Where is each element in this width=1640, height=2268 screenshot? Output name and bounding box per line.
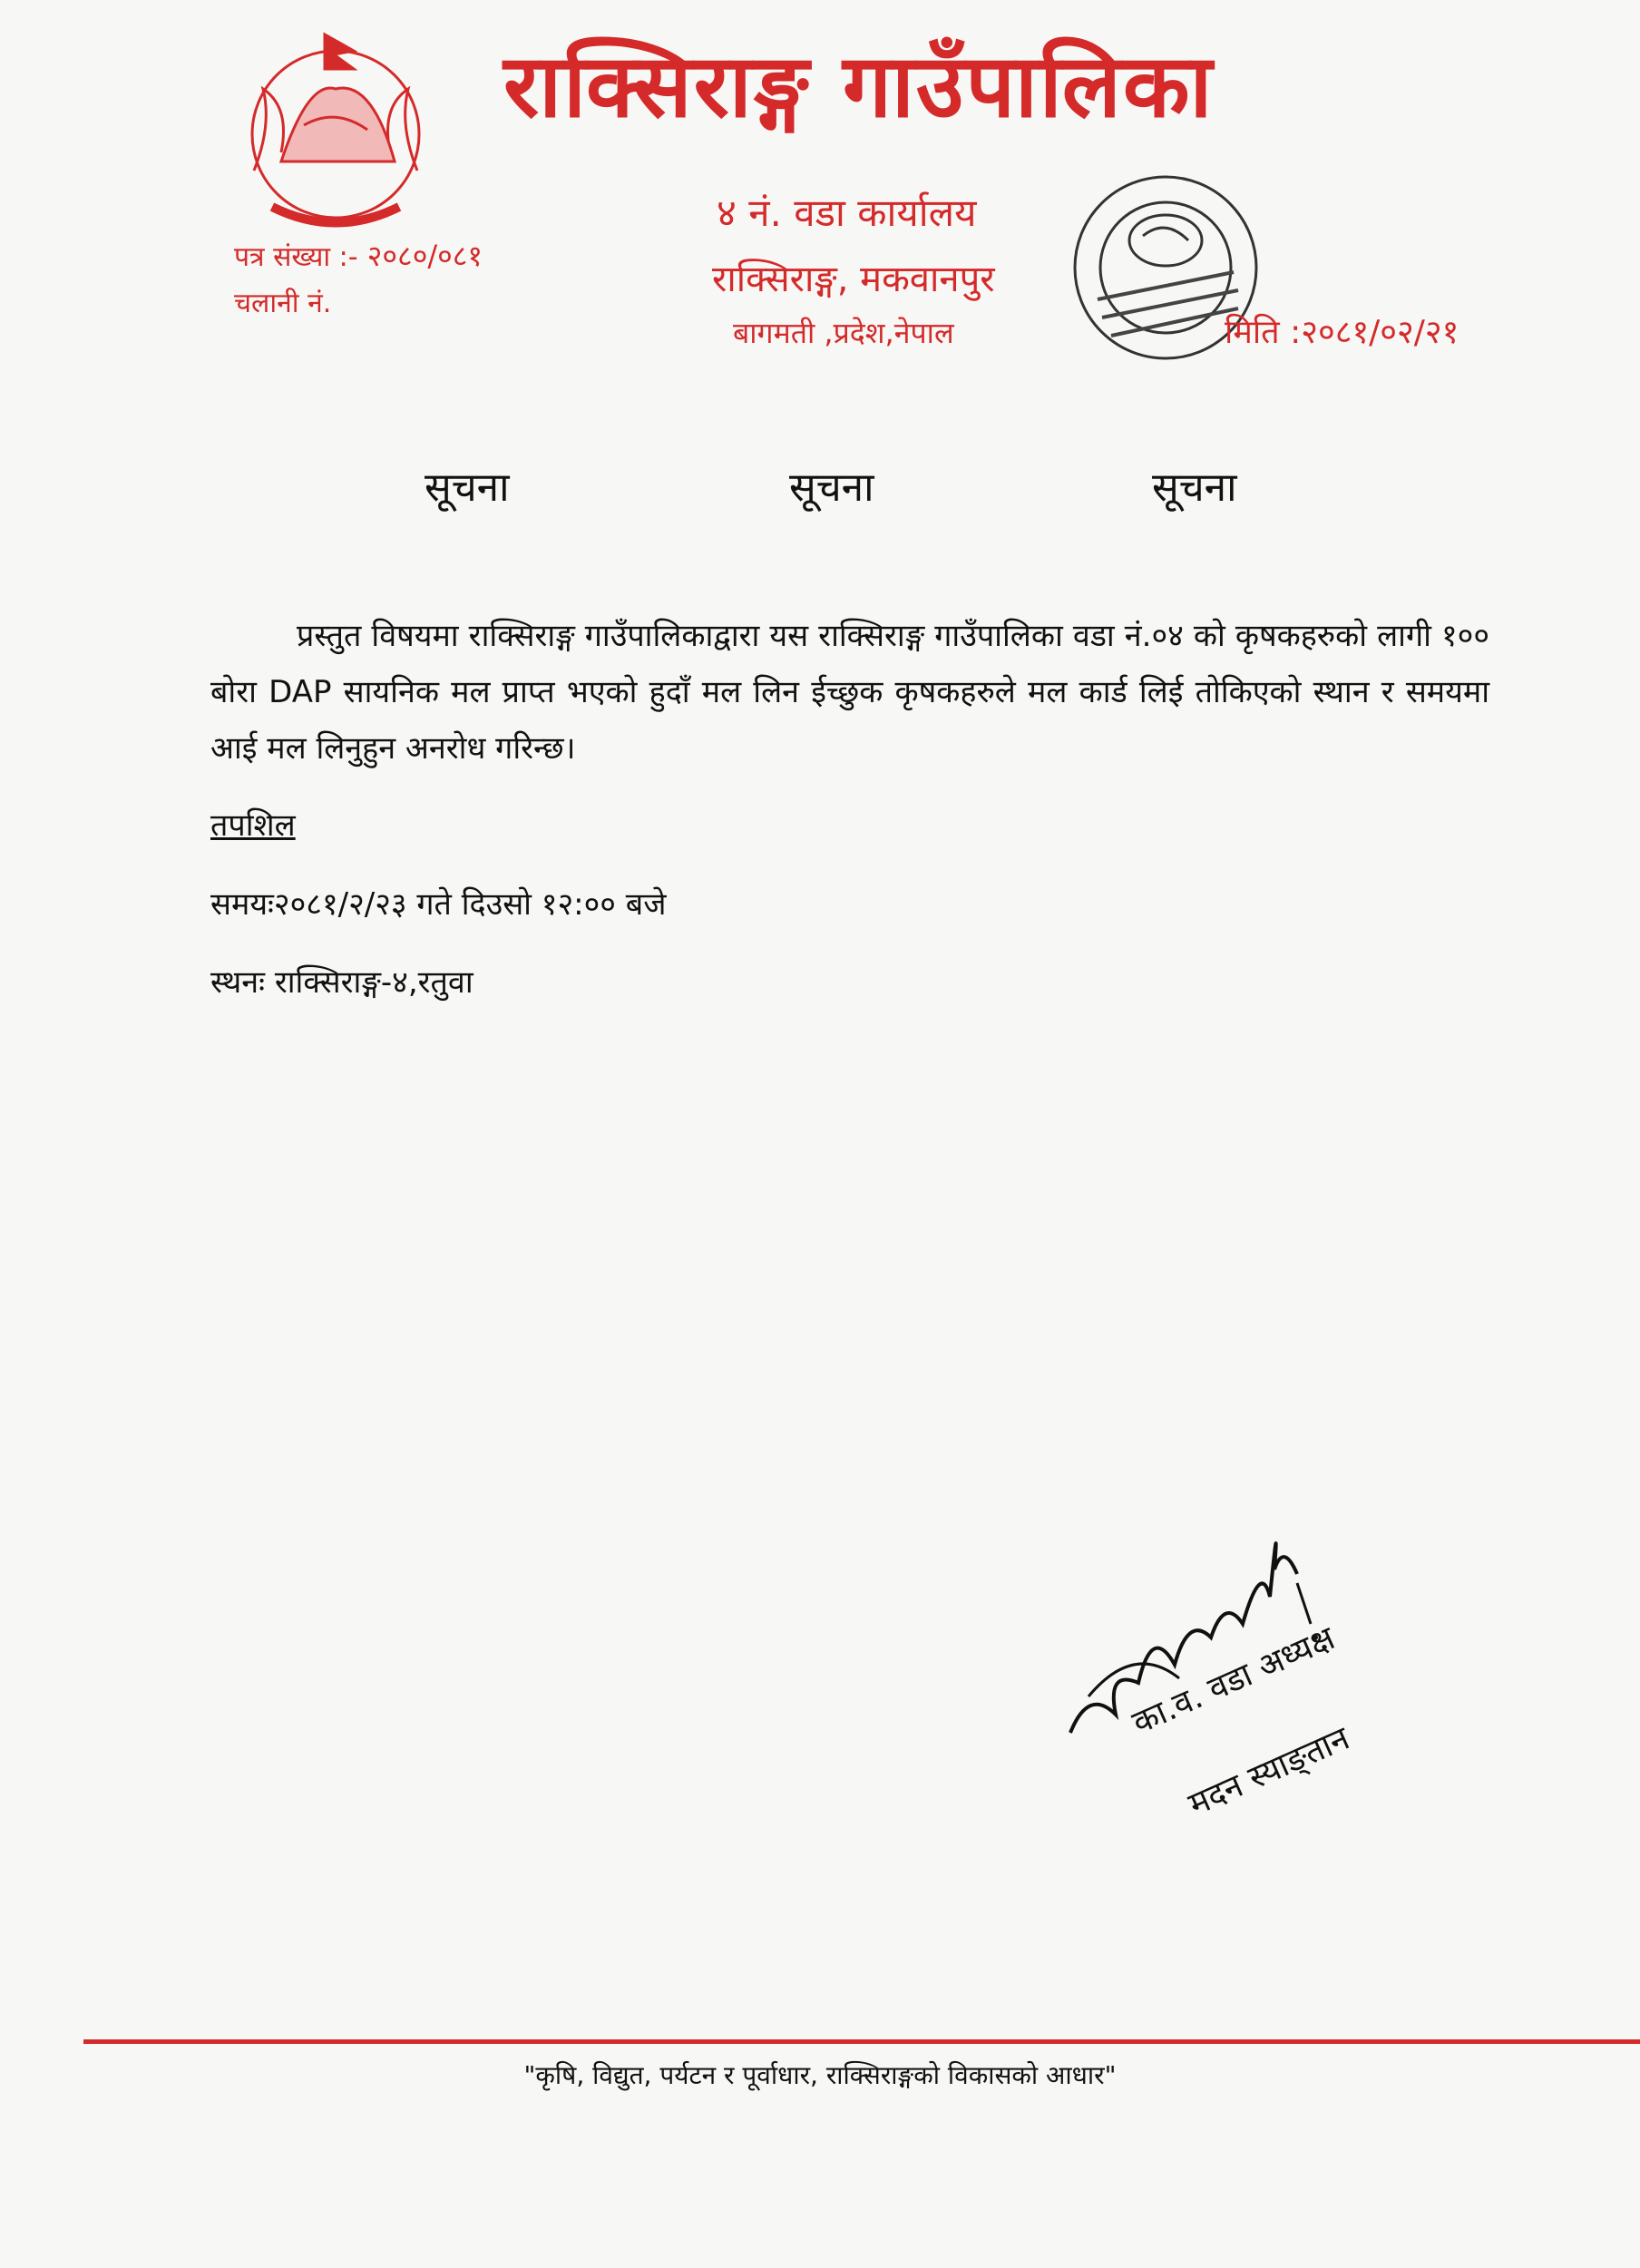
date-value: २०८१/०२/२१ — [1301, 314, 1459, 351]
reference-label: पत्र संख्या :- — [234, 241, 358, 273]
notice-body: प्रस्तुत विषयमा राक्सिराङ्ग गाउँपालिकाद्वारा यस राक्सिराङ्ग गाउँपालिका वडा नं.०४ को कृषकहरुको लागी १०० बोरा DAP सायनिक मल प्राप्त भएको हुदाँ मल लिन ईच्छुक कृषकहरुले मल कार्ड लिई तोकिएको स्थान र समयमा आई मल लिनुहुन अनरोध गरिन्छ। — [210, 618, 1489, 767]
ward-province: बागमती ,प्रदेश,नेपाल — [733, 316, 954, 350]
municipality-title: राक्सिराङ्ग गाउँपालिका — [503, 34, 1215, 137]
reference-number — [234, 236, 483, 275]
dispatch-number — [234, 283, 331, 320]
details-heading: तपशिल — [210, 807, 296, 844]
letter-date — [1225, 308, 1459, 353]
ward-address: राक्सिराङ्ग, मकवानपुर — [712, 259, 995, 300]
reference-value: २०८०/०८१ — [366, 239, 483, 273]
date-label: मिति : — [1225, 314, 1302, 351]
signatory-title: का.व. वडा अध्यक्ष — [1127, 1619, 1341, 1743]
notice-heading: सूचना — [1152, 464, 1237, 511]
details-time: समयः२०८१/२/२३ गते दिउसो १२:०० बजे — [210, 886, 667, 923]
signatory-name: मदन स्याङ्तान — [1183, 1719, 1355, 1824]
notice-heading: सूचना — [425, 464, 510, 511]
notice-heading: सूचना — [789, 464, 874, 511]
nepal-government-emblem-icon — [218, 25, 454, 243]
footer-slogan: "कृषि, विद्युत, पर्यटन र पूर्वाधार, राक्सिराङ्गको विकासको आधार" — [523, 2060, 1117, 2090]
ward-office-name: ४ नं. वडा कार्यालय — [717, 191, 977, 235]
details-place: स्थनः राक्सिराङ्ग-४,रतुवा — [210, 964, 473, 1001]
dispatch-label: चलानी नं. — [234, 288, 332, 319]
footer-divider — [83, 2039, 1640, 2044]
